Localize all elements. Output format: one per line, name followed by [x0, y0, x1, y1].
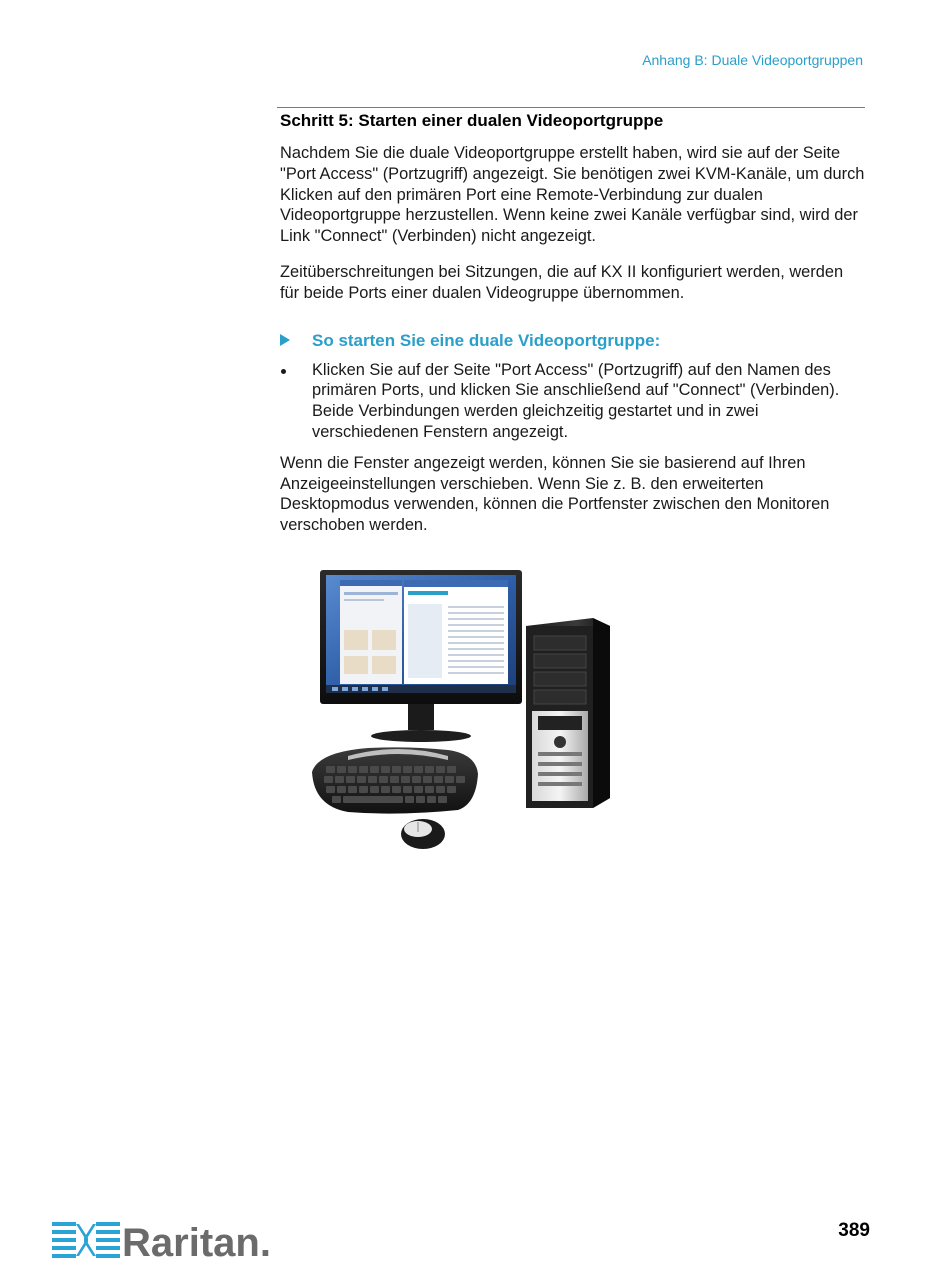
computer-workstation-image	[308, 566, 618, 856]
section-heading: Schritt 5: Starten einer dualen Videoportgruppe	[280, 111, 664, 130]
running-header: Anhang B: Duale Videoportgruppen	[642, 52, 863, 68]
paragraph-closing: Wenn die Fenster angezeigt werden, können Sie sie basierend auf Ihren Anzeigeeinstellungen verschieben. Wenn Sie z. B. den erweiterten Desktopmodus verwenden, können die Portfenster zwischen den Monitoren verschoben werden.	[280, 453, 830, 535]
bullet-dot-icon	[281, 369, 286, 374]
computer-illustration-icon	[308, 566, 618, 856]
page-number: 389	[838, 1220, 870, 1241]
procedure-heading	[280, 330, 865, 352]
raritan-logo-text: Raritan.	[122, 1221, 271, 1262]
procedure-step	[280, 360, 865, 443]
triangle-bullet-icon	[280, 334, 290, 346]
raritan-logo	[52, 1218, 277, 1262]
procedure-step-text: Klicken Sie auf der Seite "Port Access" (Portzugriff) auf den Namen des primären Ports, und klicken Sie anschließend auf "Connect" (Verbinden). Beide Verbindungen werden gleichzeitig gestartet und in zwei verschiedenen Fenstern angezeigt.	[312, 360, 840, 441]
header-rule	[277, 107, 865, 108]
main-content	[280, 110, 865, 551]
procedure-heading-text: So starten Sie eine duale Videoportgruppe:	[312, 330, 661, 350]
paragraph-intro: Nachdem Sie die duale Videoportgruppe erstellt haben, wird sie auf der Seite "Port Access" (Portzugriff) angezeigt. Sie benötigen zwei KVM-Kanäle, um durch Klicken auf den primären Port eine Remote-Verbindung zur dualen Videoportgruppe herzustellen. Wenn keine zwei Kanäle verfügbar sind, wird der Link "Connect" (Verbinden) nicht angezeigt.	[280, 144, 865, 246]
paragraph-timeouts: Zeitüberschreitungen bei Sitzungen, die auf KX II konfiguriert werden, werden für beide Ports einer dualen Videogruppe übernommen.	[280, 262, 844, 302]
raritan-logo-icon	[52, 1218, 277, 1262]
